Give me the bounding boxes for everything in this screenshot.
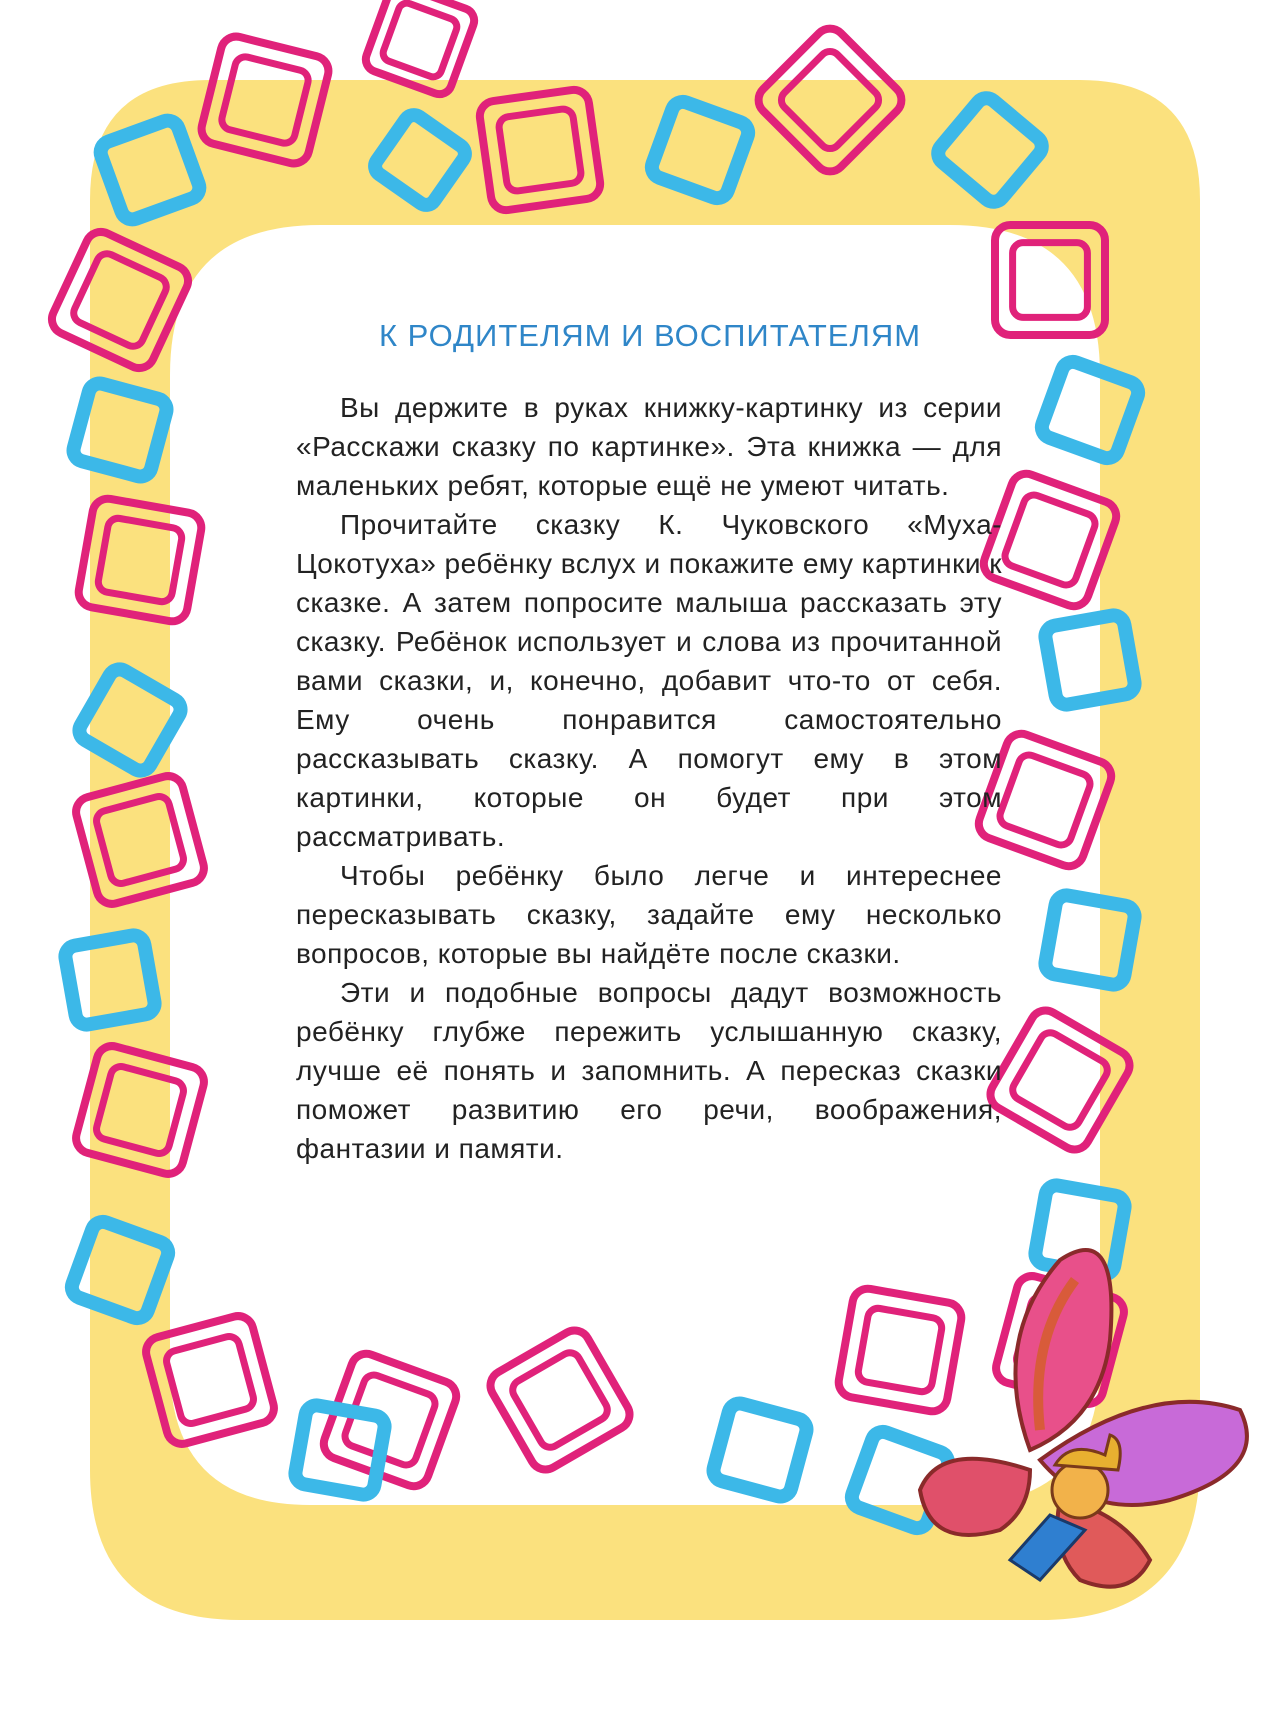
body-text — [296, 388, 1002, 1168]
page-title: К РОДИТЕЛЯМ И ВОСПИТАТЕЛЯМ — [378, 318, 922, 353]
pink-square-icon — [836, 1286, 963, 1413]
blue-square-icon — [711, 1401, 809, 1499]
paragraph: Чтобы ребёнку было легче и интереснее пересказывать сказку, задайте ему несколько вопросов, которые вы найдёте после сказки. — [296, 860, 1002, 969]
paragraph: Вы держите в руках книжку-картинку из серии «Расскажи сказку по картинке». Эта книжка — для маленьких ребят, которые ещё не умеют читать. — [296, 392, 1002, 501]
blue-square-icon — [1039, 359, 1142, 462]
paragraph: Эти и подобные вопросы дадут возможность ребёнку глубже пережить услышанную сказку, лучше её понять и запомнить. А пересказ сказки поможет развитию его речи, воображения, фантазии и памяти. — [296, 977, 1002, 1164]
pink-square-icon — [485, 1325, 635, 1475]
paragraph: Прочитайте сказку К. Чуковского «Муха-Цокотуха» ребёнку вслух и покажите ему картинки к сказке. А затем попросите малыша рассказать эту сказку. Ребёнок использует и слова из прочитанной вами сказки, и, конечно, добавит что-то от себя. Ему очень понравится самостоятельно рассказывать сказку. А помогут ему в этом картинки, которые он будет при этом рассматривать. — [296, 509, 1002, 852]
